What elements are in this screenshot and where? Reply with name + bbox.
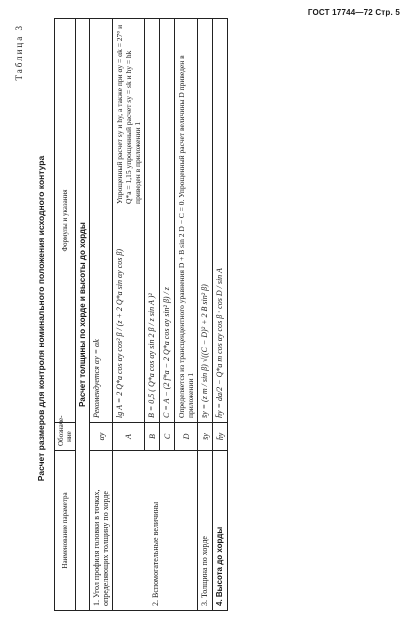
- table-row: [90, 19, 113, 611]
- header-symbol: Обозначе-ние: [55, 423, 76, 451]
- page-content: [6, 16, 410, 621]
- table-row: [213, 19, 228, 611]
- row-formula: Определяется из трансцендентного уравнения D + B sin 2 D − C = 0. Упрощенный расчет величины D приведен в приложении 1: [175, 19, 198, 423]
- row-symbol: A: [113, 423, 145, 451]
- row-symbol: s̄y: [198, 423, 213, 451]
- row-symbol: C: [160, 423, 175, 451]
- row-note: Упрощенный расчет sy и hy, а также при αy = αk = 27° и Q*a = 1,15 упрощенный расчет sy = sk и hy = hk приведен в приложении 1: [115, 24, 142, 204]
- row-formula: h̄y = da/2 − Q*a m cos αy cos β · cos D / sin A: [213, 19, 228, 423]
- row-symbol: αy: [90, 423, 113, 451]
- row-formula: Рекомендуется αy = αk: [90, 19, 113, 423]
- table-row: [113, 19, 145, 611]
- table-title: Расчет размеров для контроля номинального положения исходного контура: [36, 155, 46, 482]
- row-name: 1. Угол профиля головки в точках, определяющих толщину по хорде: [90, 451, 113, 611]
- row-symbol: h̄y: [213, 423, 228, 451]
- row-formula: B = 0,5 ( Q*a cos αy sin 2 β / z sin A )²: [145, 19, 160, 423]
- row-formula: lg A = 2 Q*a cos αy cos² β / (z + 2 Q*a sin αy cos β): [115, 248, 124, 418]
- header-param: Наименование параметра: [55, 451, 76, 611]
- row-name: 2. Вспомогательные величины: [113, 451, 198, 611]
- row-name: 4. Высота до хорды: [213, 451, 228, 611]
- row-symbol: D: [175, 423, 198, 451]
- section-title: Расчет толщины по хорде и высоты до хорды: [76, 19, 90, 611]
- row-formula-cell: [113, 19, 145, 423]
- main-table: [54, 18, 228, 611]
- row-formula: s̄y = (z m / sin β) √((C − D)² + 2 B sin² β): [198, 19, 213, 423]
- header-row: [55, 19, 76, 611]
- section-row: [76, 19, 90, 611]
- row-formula: C = A − (2 f*a − 2 Q*a cos αy sin² β) / z: [160, 19, 175, 423]
- row-name: 3. Толщина по хорде: [198, 451, 213, 611]
- table-number: Таблица 3: [14, 24, 24, 81]
- header-formula: Формулы и указания: [55, 19, 76, 423]
- table-row: [198, 19, 213, 611]
- row-symbol: B: [145, 423, 160, 451]
- page-header: ГОСТ 17744—72 Стр. 5: [307, 8, 400, 17]
